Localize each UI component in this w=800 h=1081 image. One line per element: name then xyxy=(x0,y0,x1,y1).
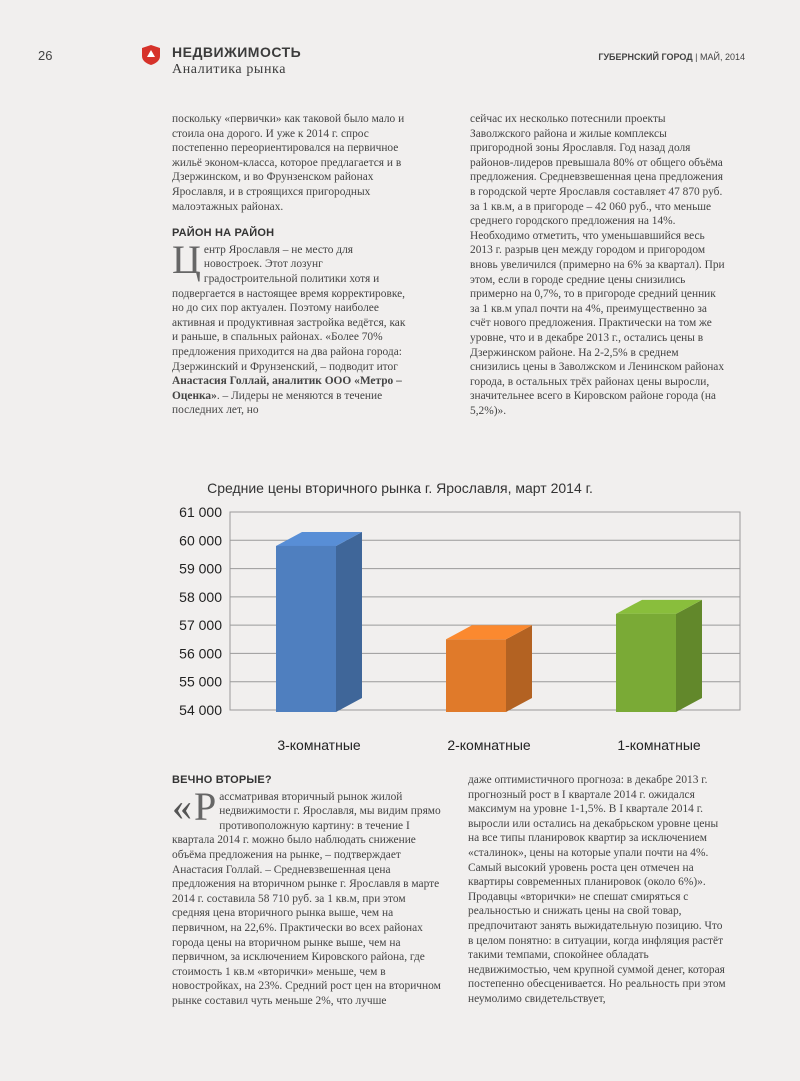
publication-name: ГУБЕРНСКИЙ ГОРОД xyxy=(598,52,693,62)
drop-cap: Ц xyxy=(172,236,201,282)
y-tick-label: 56 000 xyxy=(179,645,222,662)
y-tick-label: 59 000 xyxy=(179,560,222,577)
article-column-4 xyxy=(468,773,730,1007)
x-category-label: 2-комнатные xyxy=(447,737,531,753)
quote-author: Анастасия Голлай, аналитик ООО «Метро – Оценка» xyxy=(172,375,402,402)
paragraph: сейчас их несколько потеснили проекты Заволжского района и жилые комплексы пригородной зоны Ярославля. Год назад доля районов-лидеров превышала 80% от общего объёма предложения. Средневзвешенная цена предложения в городской черте Ярославля составляет 47 870 руб. за 1 кв.м, а в пригороде – 42 060 руб., что меньше среднего городского предложения на 14%. Необходимо отметить, что уменьшавшийся весь 2013 г. разрыв цен между городом и пригородом вновь увеличился (примерно на 6% за квартал). При этом, если в городе средние цены снизились примерно на 0,7%, то в пригороде средний ценник за 1 кв.м упал почти на 4%, преимущественно за счёт нового предложения. Практически на том же уровне, что и в декабре 2013 г., остались цены в Дзержинском районе. На 2-2,5% в среднем снизились цены в Заволжском и Ленинском районах города, в остальных трёх районах цены выросли, значительнее всего в Кировском районе города (на 5,2%)». xyxy=(470,113,725,417)
y-tick-label: 60 000 xyxy=(179,532,222,549)
x-category-label: 3-комнатные xyxy=(277,737,361,753)
paragraph: даже оптимистичного прогноза: в декабре 2013 г. прогнозный рост в I квартале 2014 г. ожидался максимум на уровне 1-1,5%. В I квартале 2014 г. выросли или остались на декабрьском уровне цены на все типы планировок квартир за исключением «сталинок», цены на которые упали почти на 4%. Самый высокий уровень роста цен отмечен на квартиры современных планировок (около 6%)». xyxy=(468,774,719,889)
article-column-2 xyxy=(470,112,728,418)
drop-cap: Р xyxy=(194,783,217,829)
bar-side xyxy=(506,625,532,712)
publication-logo-icon xyxy=(140,44,162,66)
paragraph: поскольку «первички» как таковой было мало и стоила она дорого. И уже к 2014 г. спрос постепенно переориентировался на первичное жильё эконом-класса, которое предлагается и в Дзержинском, и во Фрунзенском районах Ярославля, и в строящихся пригородных малоэтажных районах. xyxy=(172,113,405,213)
paragraph xyxy=(172,236,410,418)
bar-side xyxy=(676,600,702,712)
bar-chart xyxy=(150,500,750,760)
section-title: НЕДВИЖИМОСТЬ xyxy=(172,44,302,60)
bar-side xyxy=(336,532,362,712)
y-tick-label: 57 000 xyxy=(179,617,222,634)
x-category-label: 1-комнатные xyxy=(617,737,701,753)
chart-title: Средние цены вторичного рынка г. Ярославля, март 2014 г. xyxy=(207,480,593,496)
bar xyxy=(616,614,676,712)
article-column-3 xyxy=(172,773,442,1009)
issue-date: | МАЙ, 2014 xyxy=(695,52,745,62)
bar xyxy=(446,639,506,712)
paragraph-text: ассматривая вторичный рынок жилой недвижимости г. Ярославля, мы видим прямо противоположную картину: в течение I квартала 2014 г. можно было наблюдать снижение объёма предложения на рынке, – подтверждает Анастасия Голлай. – Средневзвешенная цена предложения на вторичном рынке г. Ярославля в марте 2014 г. составила 58 710 руб. за 1 кв.м, при этом средняя цена вторичного рынка выше, чем на первичном, на 22,6%. Практически во всех районах города цены на вторичном рынке выше, чем на первичном, за исключением Кировского района, где стоимость 1 кв.м «вторички» меньше, чем в новостройках, на 23%. Средний рост цен на вторичном рынке составил чуть меньше 2%, что лучше xyxy=(172,790,441,1007)
paragraph-text: . – Лидеры не меняются в течение последних лет, но xyxy=(172,389,383,417)
bar xyxy=(276,546,336,712)
section-subtitle: Аналитика рынка xyxy=(172,62,287,77)
page-number: 26 xyxy=(38,48,53,63)
y-tick-label: 61 000 xyxy=(179,504,222,520)
article-column-1 xyxy=(172,112,410,418)
quote-mark: « xyxy=(172,783,192,829)
paragraph xyxy=(172,783,442,1009)
publication-info xyxy=(598,52,745,62)
paragraph-text: ентр Ярославля – не место для новостроек. Этот лозунг градостроительной политики хотя и подвергается в настоящее время корректировке, но до сих пор актуален. Поэтому наиболее активная и продуктивная застройка ведётся, как и раньше, в спальных районах. «Более 70% предложения приходится на два района города: Дзержинский и Фрунзенский, – подводит итог xyxy=(172,243,406,373)
y-tick-label: 55 000 xyxy=(179,673,222,690)
subheading: ВЕЧНО ВТОРЫЕ? xyxy=(172,774,272,786)
paragraph: Продавцы «вторички» не спешат смиряться с реальностью и снижать цены на свой товар, предпочитают занять выжидательную позицию. Что в целом понятно: в ситуации, когда инфляция растёт такими темпами, спокойнее обладать недвижимостью, чем крупной суммой денег, которая постепенно обесценивается. Но реальность при этом неумолимо свидетельствует, xyxy=(468,890,726,1005)
y-tick-label: 58 000 xyxy=(179,588,222,605)
y-tick-label: 54 000 xyxy=(179,702,222,718)
subheading: РАЙОН НА РАЙОН xyxy=(172,227,275,240)
